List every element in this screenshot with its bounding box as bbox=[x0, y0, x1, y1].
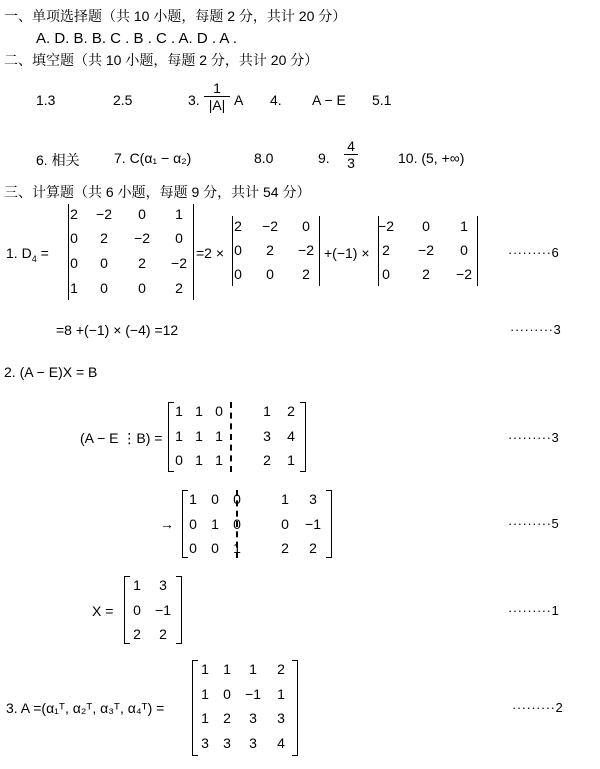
matrix-cell: 1 bbox=[175, 206, 183, 222]
matrix-cell: −2 bbox=[262, 218, 278, 234]
augment-divider bbox=[236, 490, 238, 558]
matrix-cell: 1 bbox=[195, 403, 203, 419]
matrix-cell: 1 bbox=[281, 491, 289, 507]
q2-x-label: X = bbox=[92, 603, 114, 619]
matrix-cell: 0 bbox=[133, 602, 141, 618]
q1-label-text: 1. D bbox=[6, 245, 32, 261]
matrix-cell: −1 bbox=[305, 516, 321, 532]
matrix-cell: 1 bbox=[215, 452, 223, 468]
matrix-cell: 0 bbox=[422, 218, 430, 234]
q1-determinant-3x3-b bbox=[378, 216, 478, 286]
matrix-cell: 0 bbox=[223, 686, 231, 702]
matrix-cell: 1 bbox=[189, 491, 197, 507]
matrix-cell: 2 bbox=[302, 266, 310, 282]
fraction-denominator: 3 bbox=[344, 154, 358, 171]
matrix-cell: 3 bbox=[309, 491, 317, 507]
fill-answer-8: 8.0 bbox=[254, 150, 274, 166]
q1-multiplier-1: =2 × bbox=[196, 245, 225, 261]
matrix-cell: 3 bbox=[201, 735, 209, 751]
matrix-cell: −2 bbox=[298, 242, 314, 258]
q1-score-2: ·········3 bbox=[510, 322, 562, 337]
q2-equation: 2. (A − E)X = B bbox=[4, 364, 98, 380]
matrix-cell: 1 bbox=[195, 428, 203, 444]
fill-answer-5: 5.1 bbox=[372, 92, 392, 108]
matrix-cell: 0 bbox=[211, 491, 219, 507]
matrix-cell: 0 bbox=[138, 280, 146, 296]
matrix-cell: −2 bbox=[134, 230, 150, 246]
q2-augmented-label: (A − E ⋮B) = bbox=[80, 430, 163, 446]
matrix-cell: −2 bbox=[378, 218, 394, 234]
fraction-denominator: |A| bbox=[204, 96, 230, 113]
section2-heading: 二、填空题（共 10 小题，每题 2 分，共计 20 分） bbox=[4, 52, 319, 68]
matrix-cell: 3 bbox=[159, 577, 167, 593]
q1-score-1: ·········6 bbox=[508, 245, 560, 260]
matrix-cell: 0 bbox=[266, 266, 274, 282]
fraction-numerator: 1 bbox=[213, 80, 221, 96]
q1-multiplier-2: +(−1) × bbox=[324, 245, 370, 261]
matrix-cell: −2 bbox=[456, 266, 472, 282]
q3-label: 3. A =(α₁ᵀ, α₂ᵀ, α₃ᵀ, α₄ᵀ) = bbox=[6, 700, 165, 716]
matrix-cell: 3 bbox=[223, 735, 231, 751]
fill-answer-10: 10. (5, +∞) bbox=[398, 150, 465, 166]
matrix-cell: 0 bbox=[175, 230, 183, 246]
matrix-cell: 0 bbox=[234, 242, 242, 258]
matrix-cell: 0 bbox=[175, 452, 183, 468]
fraction-numerator: 4 bbox=[347, 138, 355, 154]
q1-determinant-3x3-a bbox=[232, 216, 320, 286]
matrix-cell: 1 bbox=[133, 577, 141, 593]
matrix-cell: 0 bbox=[70, 255, 78, 271]
matrix-cell: 1 bbox=[175, 403, 183, 419]
matrix-cell: 0 bbox=[70, 230, 78, 246]
fill-answer-7: 7. C(α₁ − α₂) bbox=[114, 150, 192, 166]
matrix-cell: 0 bbox=[138, 206, 146, 222]
matrix-cell: 2 bbox=[133, 626, 141, 642]
fill-answer-3-suffix: A bbox=[234, 92, 244, 108]
matrix-cell: 0 bbox=[382, 266, 390, 282]
matrix-cell: 1 bbox=[195, 452, 203, 468]
matrix-cell: 4 bbox=[287, 428, 295, 444]
matrix-cell: 1 bbox=[70, 280, 78, 296]
matrix-cell: −2 bbox=[96, 206, 112, 222]
matrix-cell: −2 bbox=[418, 242, 434, 258]
fill-answer-3-prefix: 3. bbox=[188, 92, 200, 108]
matrix-cell: 1 bbox=[287, 452, 295, 468]
matrix-cell: 2 bbox=[234, 218, 242, 234]
matrix-cell: −1 bbox=[155, 602, 171, 618]
matrix-cell: 0 bbox=[302, 218, 310, 234]
fill-answer-2: 2.5 bbox=[113, 92, 133, 108]
matrix-cell: 1 bbox=[215, 428, 223, 444]
matrix-cell: 2 bbox=[309, 540, 317, 556]
matrix-cell: 2 bbox=[287, 403, 295, 419]
matrix-cell: 2 bbox=[263, 452, 271, 468]
fill-answer-3-fraction bbox=[204, 80, 230, 113]
matrix-cell: 2 bbox=[159, 626, 167, 642]
matrix-cell: −2 bbox=[171, 255, 187, 271]
matrix-cell: 2 bbox=[266, 242, 274, 258]
matrix-cell: 1 bbox=[201, 710, 209, 726]
matrix-cell: 2 bbox=[277, 661, 285, 677]
matrix-cell: 2 bbox=[281, 540, 289, 556]
section1-answers: A. D. B. B. C . B . C . A. D . A . bbox=[36, 30, 237, 47]
matrix-cell: 0 bbox=[100, 280, 108, 296]
matrix-cell: 0 bbox=[281, 516, 289, 532]
matrix-cell: 0 bbox=[189, 540, 197, 556]
q2-score-2: ·········5 bbox=[508, 516, 560, 531]
fill-answer-9-fraction bbox=[344, 138, 358, 171]
matrix-cell: 4 bbox=[277, 735, 285, 751]
matrix-cell: 1 bbox=[175, 428, 183, 444]
matrix-cell: 2 bbox=[422, 266, 430, 282]
q1-label bbox=[6, 245, 49, 264]
matrix-cell: 2 bbox=[100, 230, 108, 246]
fill-answer-4: A − E bbox=[312, 92, 346, 108]
matrix-cell: 3 bbox=[249, 735, 257, 751]
matrix-cell: 1 bbox=[460, 218, 468, 234]
fill-answer-6: 6. 相关 bbox=[36, 152, 80, 168]
q1-determinant-4x4 bbox=[68, 204, 194, 300]
q3-matrix bbox=[192, 660, 298, 756]
matrix-cell: 0 bbox=[460, 242, 468, 258]
matrix-cell: 2 bbox=[223, 710, 231, 726]
matrix-cell: 3 bbox=[277, 710, 285, 726]
matrix-cell: −1 bbox=[245, 686, 261, 702]
fill-answer-4-label: 4. bbox=[270, 92, 282, 108]
fill-answer-1: 1.3 bbox=[36, 92, 56, 108]
matrix-cell: 0 bbox=[189, 516, 197, 532]
q1-label-subscript: 4 bbox=[31, 253, 37, 264]
q1-equals: = bbox=[40, 245, 49, 261]
matrix-cell: 0 bbox=[215, 403, 223, 419]
matrix-cell: 0 bbox=[100, 255, 108, 271]
matrix-cell: 1 bbox=[201, 686, 209, 702]
matrix-cell: 1 bbox=[211, 516, 219, 532]
matrix-cell: 1 bbox=[223, 661, 231, 677]
matrix-cell: 3 bbox=[249, 710, 257, 726]
matrix-cell: 1 bbox=[201, 661, 209, 677]
q2-arrow: → bbox=[160, 516, 174, 532]
matrix-cell: 1 bbox=[277, 686, 285, 702]
matrix-cell: 2 bbox=[382, 242, 390, 258]
matrix-cell: 1 bbox=[263, 403, 271, 419]
matrix-cell: 0 bbox=[233, 516, 241, 532]
matrix-cell: 1 bbox=[233, 540, 241, 556]
matrix-cell: 2 bbox=[175, 280, 183, 296]
matrix-cell: 0 bbox=[234, 266, 242, 282]
matrix-cell: 1 bbox=[249, 661, 257, 677]
matrix-cell: 2 bbox=[70, 206, 78, 222]
q2-reduced-matrix bbox=[182, 490, 332, 558]
matrix-cell: 2 bbox=[138, 255, 146, 271]
q2-augmented-matrix bbox=[168, 402, 306, 472]
augment-divider bbox=[230, 402, 232, 472]
q1-result-line: =8 +(−1) × (−4) =12 bbox=[56, 322, 179, 338]
q2-score-3: ·········1 bbox=[508, 603, 560, 618]
matrix-cell: 3 bbox=[263, 428, 271, 444]
section3-heading: 三、计算题（共 6 小题，每题 9 分，共计 54 分） bbox=[4, 184, 311, 200]
fill-answer-9-label: 9. bbox=[318, 150, 330, 166]
section1-heading: 一、单项选择题（共 10 小题，每题 2 分，共计 20 分） bbox=[4, 8, 347, 24]
q2-score-1: ·········3 bbox=[508, 430, 560, 445]
q3-score: ·········2 bbox=[512, 700, 564, 715]
matrix-cell: 0 bbox=[211, 540, 219, 556]
matrix-cell: 0 bbox=[233, 491, 241, 507]
q2-x-matrix bbox=[124, 576, 182, 644]
